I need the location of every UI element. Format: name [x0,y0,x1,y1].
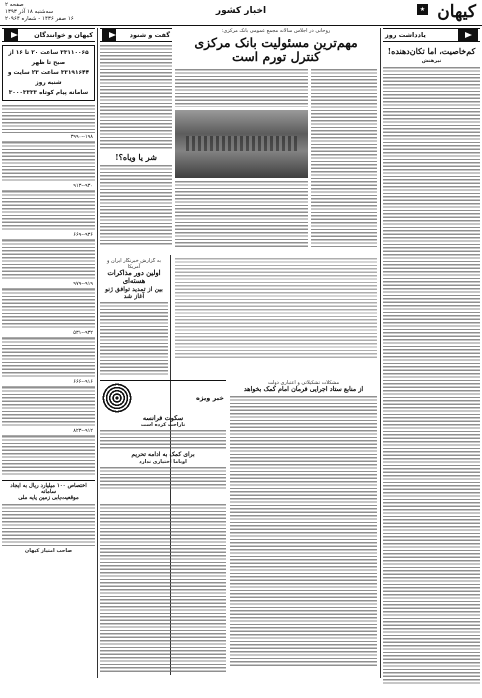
reader-message-text [2,240,95,280]
issue-date: سه‌شنبه ۱۸ آذر ۱۳۹۳ [5,9,54,15]
editorial-body-text [383,67,480,685]
reader-message-text [2,338,95,378]
sms-line: سامانه پیام کوتاه ۳۰۰۰۳۳۳۳ [8,90,89,96]
center-body-text [175,258,377,358]
section-title: اخبار کشور [215,6,267,16]
reader-message-text [2,191,95,231]
meeting-photo [175,110,308,178]
mid-story [100,258,168,376]
reader-message-text [2,105,95,133]
bottom-story-headline: از منابع ستاد اجرایی فرمان امام کمک بخواهد [243,386,364,393]
mid-story-body-text [100,302,168,376]
editorial-headline: کم‌خاصیت، اما تکان‌دهنده! [387,46,476,56]
special-news-body-text [100,430,226,450]
reader-code-row: ۹۱۲--۸۲۳ [2,427,95,436]
main-story-headline-line2: کنترل تورم است [231,49,321,65]
special-news-item2-title: برای کمک به ادامه تحریم [131,451,195,459]
masthead [0,0,482,26]
special-news-item2-sub: اوباما اختیاری ندارد [139,459,187,466]
newspaper-logo: کیهان [437,2,476,22]
bottom-news-box [2,480,95,554]
reader-code-row: ۹۳۰--۹۱۳ [2,182,95,191]
interview-icon [102,29,116,41]
readers-icon [4,29,18,41]
special-news-item1-sub: ناراحت کرده است [140,422,186,429]
center-text-block [175,258,377,358]
editorial-icon [458,29,478,41]
special-news-body-text [100,467,226,491]
bottom-news-body-text [2,504,95,546]
main-story-body-text [175,181,308,249]
page-number: صفحه ۲ [5,2,24,8]
reader-message-text [2,142,95,182]
phone-line-2: ۳۳۱۹۱۶۴۴ ساعت ۲۳ سایت و شنبه روز [7,70,90,86]
bottom-news-headline-1: اختصاص ۱۰۰ میلیارد ریال به ایجاد سامانه [10,483,87,496]
editorial-box-header [383,28,480,42]
editorial-label: یادداشت روز [385,31,426,39]
reader-code-row: ۹۱۹--۹۷۹ [2,280,95,289]
main-story-kicker: روحانی در اجلاس سالانه مجمع عمومی بانک مرکزی: [221,28,331,34]
mid-story-headline-line1: اولین دور مذاکرات هسته‌ای [107,269,161,285]
readers-box-header [2,28,95,42]
interview-headline: شر یا ویاه؟! [115,152,157,162]
column-divider [380,28,381,678]
column-divider [97,28,98,678]
special-news-item1-title: سکوت فرانسه [142,414,184,422]
main-story-body-text [175,69,308,107]
bottom-story [230,380,377,675]
readers-phones [2,45,95,101]
issue-number: ۱۶ صفر ۱۴۳۶ - شماره ۲۰۹۶۴ [5,16,74,22]
interview-column [100,28,172,253]
reader-message-text [2,289,95,329]
bottom-story-body-text [230,396,377,666]
right-column [383,28,480,698]
reader-code-row: ۱۹۸--۳۹۹۰ [2,133,95,142]
interview-body-text [100,165,172,245]
bottom-news-headline-2: موقعیت‌یابی زمین پایه ملی [18,495,79,502]
logo-emblem-icon: ★ [417,4,428,15]
reader-message-text [2,436,95,476]
publisher-footer: صاحب امتیاز کیهان [24,547,73,554]
interview-label: گفت و شنود [129,31,170,39]
main-story-headline-line1: مهم‌ترین مسئولیت بانک مرکزی [194,35,358,50]
reader-code-row: ۹۳۲--۵۳۱ [2,329,95,338]
special-news-label: خبر ویژه [195,394,224,402]
readers-label: کیهان و خوانندگان [34,31,93,39]
left-column [2,28,95,698]
bottom-story-kicker: مشکلات تشکیلاتی و اعتباری دولت [267,380,340,386]
mid-story-kicker: به گزارش خبرنگار ایران و آمریکا [107,258,161,270]
lower-body-text [100,504,226,674]
main-story-body-text [311,69,377,249]
mid-story-headline-line2: بین از تمدید توافق ژنو آغاز شد [105,285,163,300]
special-news-box [100,380,226,500]
reader-code-row: ۹۳۶--۶۶۹ [2,231,95,240]
main-story [175,28,377,253]
issue-info [5,2,74,23]
lower-left-text [100,504,226,674]
special-news-emblem-icon [102,383,132,413]
editorial-author: نیرهنش [421,58,442,65]
interview-body-text [100,45,172,150]
reader-code-row: ۹۱۶--۶۶۶ [2,378,95,387]
interview-box-header [100,28,172,42]
phone-line-1: ۳۳۱۱۰۰۶۵ ساعت ۲۰ تا ۱۶ از صبح تا ظهر [8,50,89,66]
reader-message-text [2,387,95,427]
